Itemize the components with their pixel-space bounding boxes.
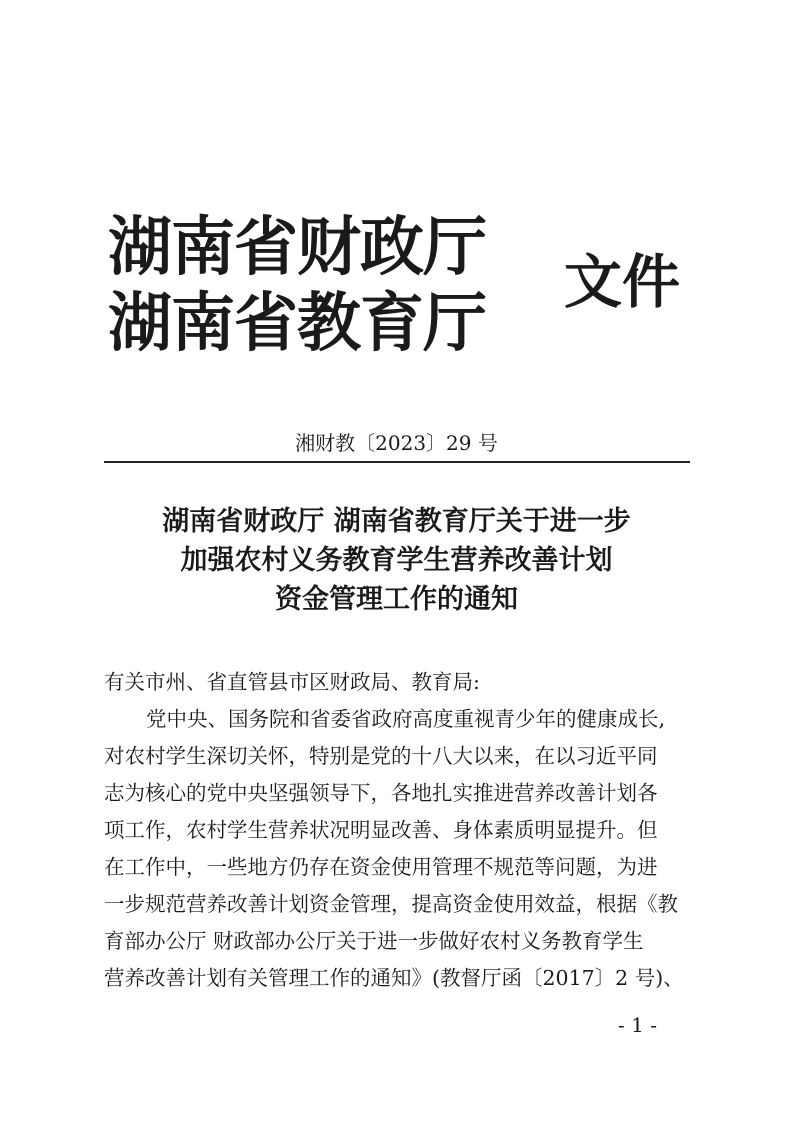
body-line: 营养改善计划有关管理工作的通知》(教督厅函〔2017〕2 号)、 xyxy=(104,966,684,990)
body-line: 一步规范营养改善计划资金管理，提高资金使用效益，根据《教 xyxy=(104,892,678,916)
body-line: 育部办公厅 财政部办公厅关于进一步做好农村义务教育学生 xyxy=(104,929,644,953)
issuer-header xyxy=(108,212,708,372)
document-body xyxy=(104,664,694,997)
issuer-finance-department: 湖南省财政厅 xyxy=(108,211,486,285)
page-number: - 1 - xyxy=(618,1013,657,1037)
title-line: 加强农村义务教育学生营养改善计划 xyxy=(180,545,613,576)
title-line: 湖南省财政厅 湖南省教育厅关于进一步 xyxy=(162,506,631,537)
body-line: 在工作中，一些地方仍存在资金使用管理不规范等问题，为进 xyxy=(104,855,658,879)
body-line: 党中央、国务院和省委省政府高度重视青少年的健康成长, xyxy=(146,707,666,731)
header-divider xyxy=(104,461,690,463)
issuer-education-department: 湖南省教育厅 xyxy=(108,287,486,361)
document-title xyxy=(0,502,793,619)
body-line: 对农村学生深切关怀，特别是党的十八大以来，在以习近平同 xyxy=(104,744,658,768)
issuer-suffix: 文件 xyxy=(564,248,681,316)
body-line: 项工作，农村学生营养状况明显改善、身体素质明显提升。但 xyxy=(104,818,658,842)
body-line: 志为核心的党中央坚强领导下，各地扎实推进营养改善计划各 xyxy=(104,781,658,805)
document-number: 湘财教〔2023〕29 号 xyxy=(295,431,498,455)
salutation: 有关市州、省直管县市区财政局、教育局: xyxy=(104,670,480,694)
title-line: 资金管理工作的通知 xyxy=(275,584,518,615)
